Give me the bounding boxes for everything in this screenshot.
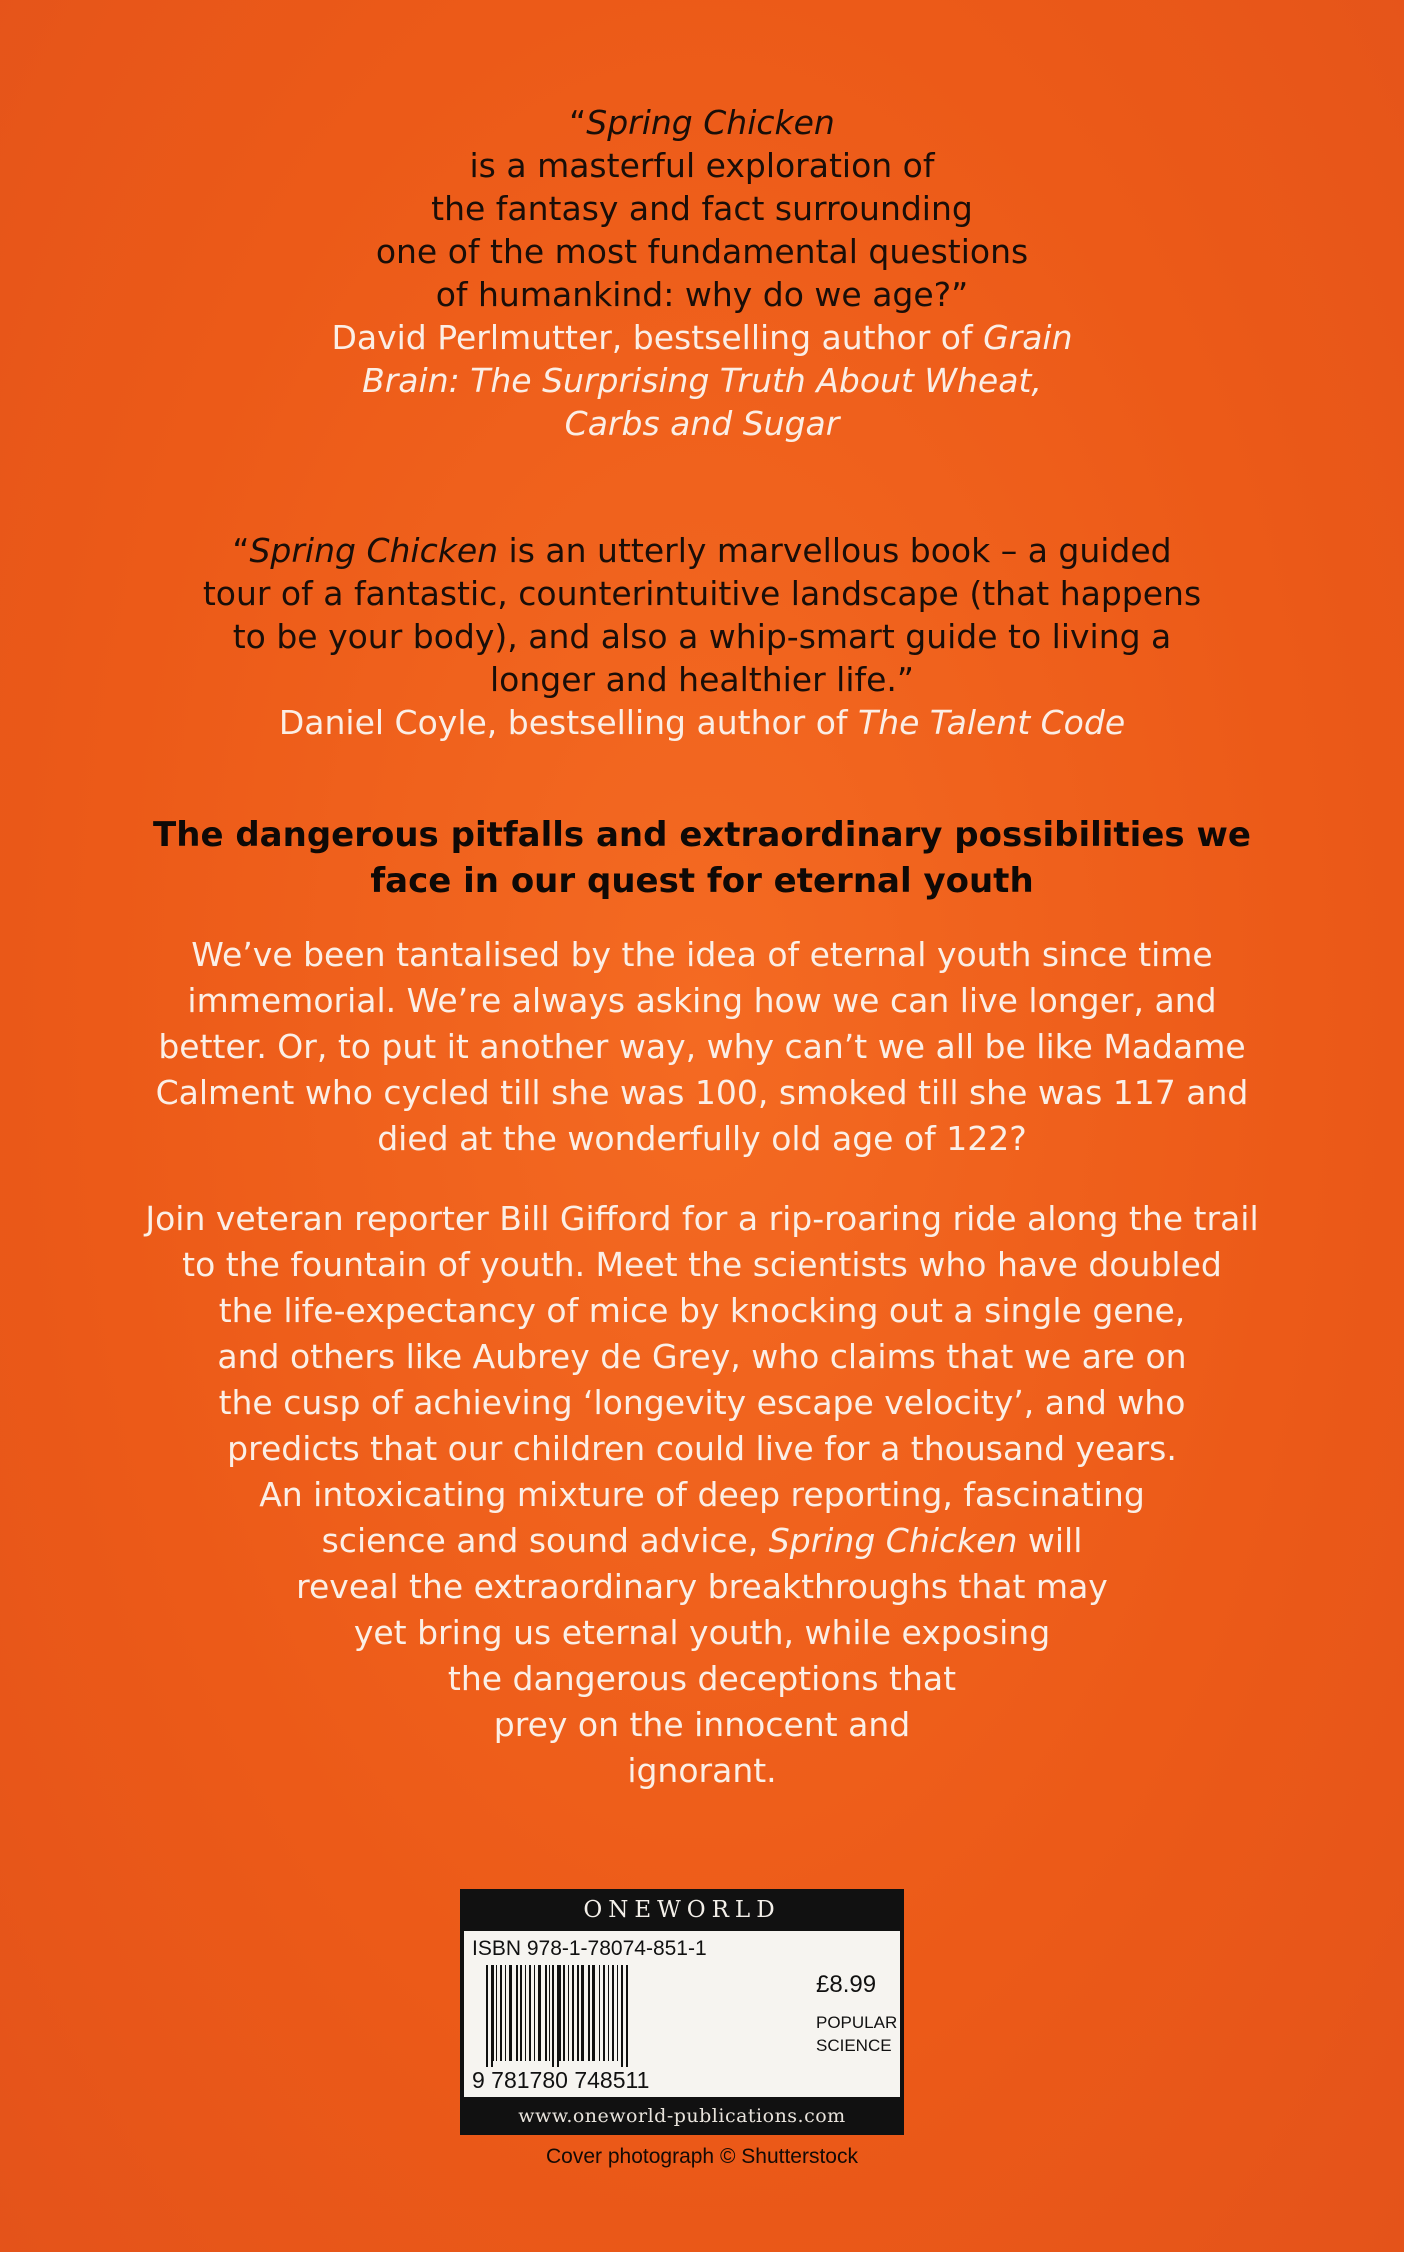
barcode-bar: [520, 1965, 522, 2061]
barcode-bar: [612, 1965, 614, 2061]
quote-attribution: Daniel Coyle, bestselling author of The Talent Code: [278, 703, 1126, 742]
endorsement-perlmutter: [100, 101, 1304, 445]
barcode-bar: [538, 1965, 541, 2061]
quote-line: longer and healthier life.”: [490, 660, 914, 699]
blurb-paragraph-2: Join veteran reporter Bill Gifford for a rip-roaring ride along the trail to the fountain of youth. Meet the scientists who have doubled the life-expectancy of mice by knocking out a single gene, and others like Aubrey de Grey, who claims that we are on the cusp of achieving ‘longevity escape velocity’, and who predicts that our children could live for a thousand years. An intoxicating mixture of deep reporting, fascinating science and sound advice, Spring Chicken will reveal the extraordinary breakthroughs that may yet bring us eternal youth, while exposing the dangerous deceptions that prey on the innocent and ignorant.: [145, 1199, 1259, 1790]
quote-attribution-title: Carbs and Sugar: [564, 404, 840, 443]
quote-attribution: David Perlmutter, bestselling author of Grain: [331, 318, 1073, 357]
barcode-bar: [572, 1965, 574, 2061]
barcode-guard-bar: [557, 1965, 559, 2067]
barcode-bar: [599, 1965, 600, 2061]
barcode-guard-bar: [491, 1965, 493, 2067]
barcode-bar: [588, 1965, 590, 2061]
barcode-bar: [545, 1965, 547, 2061]
publisher-logo: ONEWORLD: [583, 1897, 781, 1923]
quote-line: of humankind: why do we age?”: [435, 275, 969, 314]
quote-attribution-title: Brain: The Surprising Truth About Wheat,: [362, 361, 1042, 400]
isbn-label: ISBN 978-1-78074-851-1: [472, 1937, 707, 1960]
blurb-paragraph-1: We’ve been tantalised by the idea of eternal youth since time immemorial. We’re always asking how we can live longer, and better. Or, to put it another way, why can’t we all be like Madame Calment who cycled till she was 100, smoked till she was 117 and died at the wonderfully old age of 122?: [155, 935, 1249, 1158]
barcode-bar: [549, 1965, 550, 2061]
quote-line: tour of a fantastic, counterintuitive landscape (that happens: [202, 574, 1202, 613]
category: POPULAR SCIENCE: [816, 2013, 898, 2055]
barcode-guard-bar: [626, 1965, 628, 2067]
barcode-bar: [529, 1965, 531, 2061]
barcode-digits: 9 781780 748511: [472, 2067, 650, 2093]
quote-line: to be your body), and also a whip-smart guide to living a: [232, 617, 1172, 656]
endorsement-coyle: “Spring Chicken is an utterly marvellous book – a guided tour of a fantastic, counterintuitive landscape (that happens to be your body), and also a whip-smart guide to living a longer and healthier life.” Daniel Coyle, bestselling author of The Talent Code: [100, 529, 1304, 744]
barcode-bar: [493, 1965, 494, 2061]
quote-line: is a masterful exploration of: [469, 146, 935, 185]
barcode-icon: [472, 1965, 802, 2067]
quote-line: the fantasy and fact surrounding: [431, 189, 973, 228]
barcode-bar: [516, 1965, 518, 2061]
barcode-guard-bar: [552, 1965, 554, 2067]
barcode-bar: [500, 1965, 502, 2061]
barcode-bar: [534, 1965, 535, 2061]
quote-line: one of the most fundamental questions: [375, 232, 1029, 271]
barcode-bar: [577, 1965, 579, 2061]
barcode-bar: [581, 1965, 584, 2061]
barcode-bar: [603, 1965, 605, 2061]
blurb-headline: The dangerous pitfalls and extraordinary possibilities we face in our quest for eternal youth: [153, 815, 1251, 901]
barcode-bar: [563, 1965, 565, 2061]
barcode-bar: [496, 1965, 497, 2061]
quote-open: “: [569, 103, 587, 142]
barcode-guard-bar: [486, 1965, 488, 2067]
barcode-block: [460, 1889, 904, 2135]
price: £8.99: [816, 1971, 877, 1998]
barcode-bar: [509, 1965, 512, 2061]
barcode-bar: [525, 1965, 526, 2061]
photo-credit: Cover photograph © Shutterstock: [546, 2145, 858, 2168]
quote-title: Spring Chicken: [586, 103, 835, 142]
publisher-url: www.oneworld-publications.com: [518, 2105, 846, 2127]
barcode-bar: [568, 1965, 569, 2061]
barcode-bar: [505, 1965, 506, 2061]
barcode-panel: [464, 1931, 900, 2097]
barcode-bar: [559, 1965, 561, 2061]
barcode-guard-bar: [621, 1965, 623, 2067]
barcode-bar: [617, 1965, 618, 2061]
barcode-bar: [608, 1965, 609, 2061]
quote-title: Spring Chicken: [249, 531, 499, 570]
barcode-bar: [592, 1965, 595, 2061]
